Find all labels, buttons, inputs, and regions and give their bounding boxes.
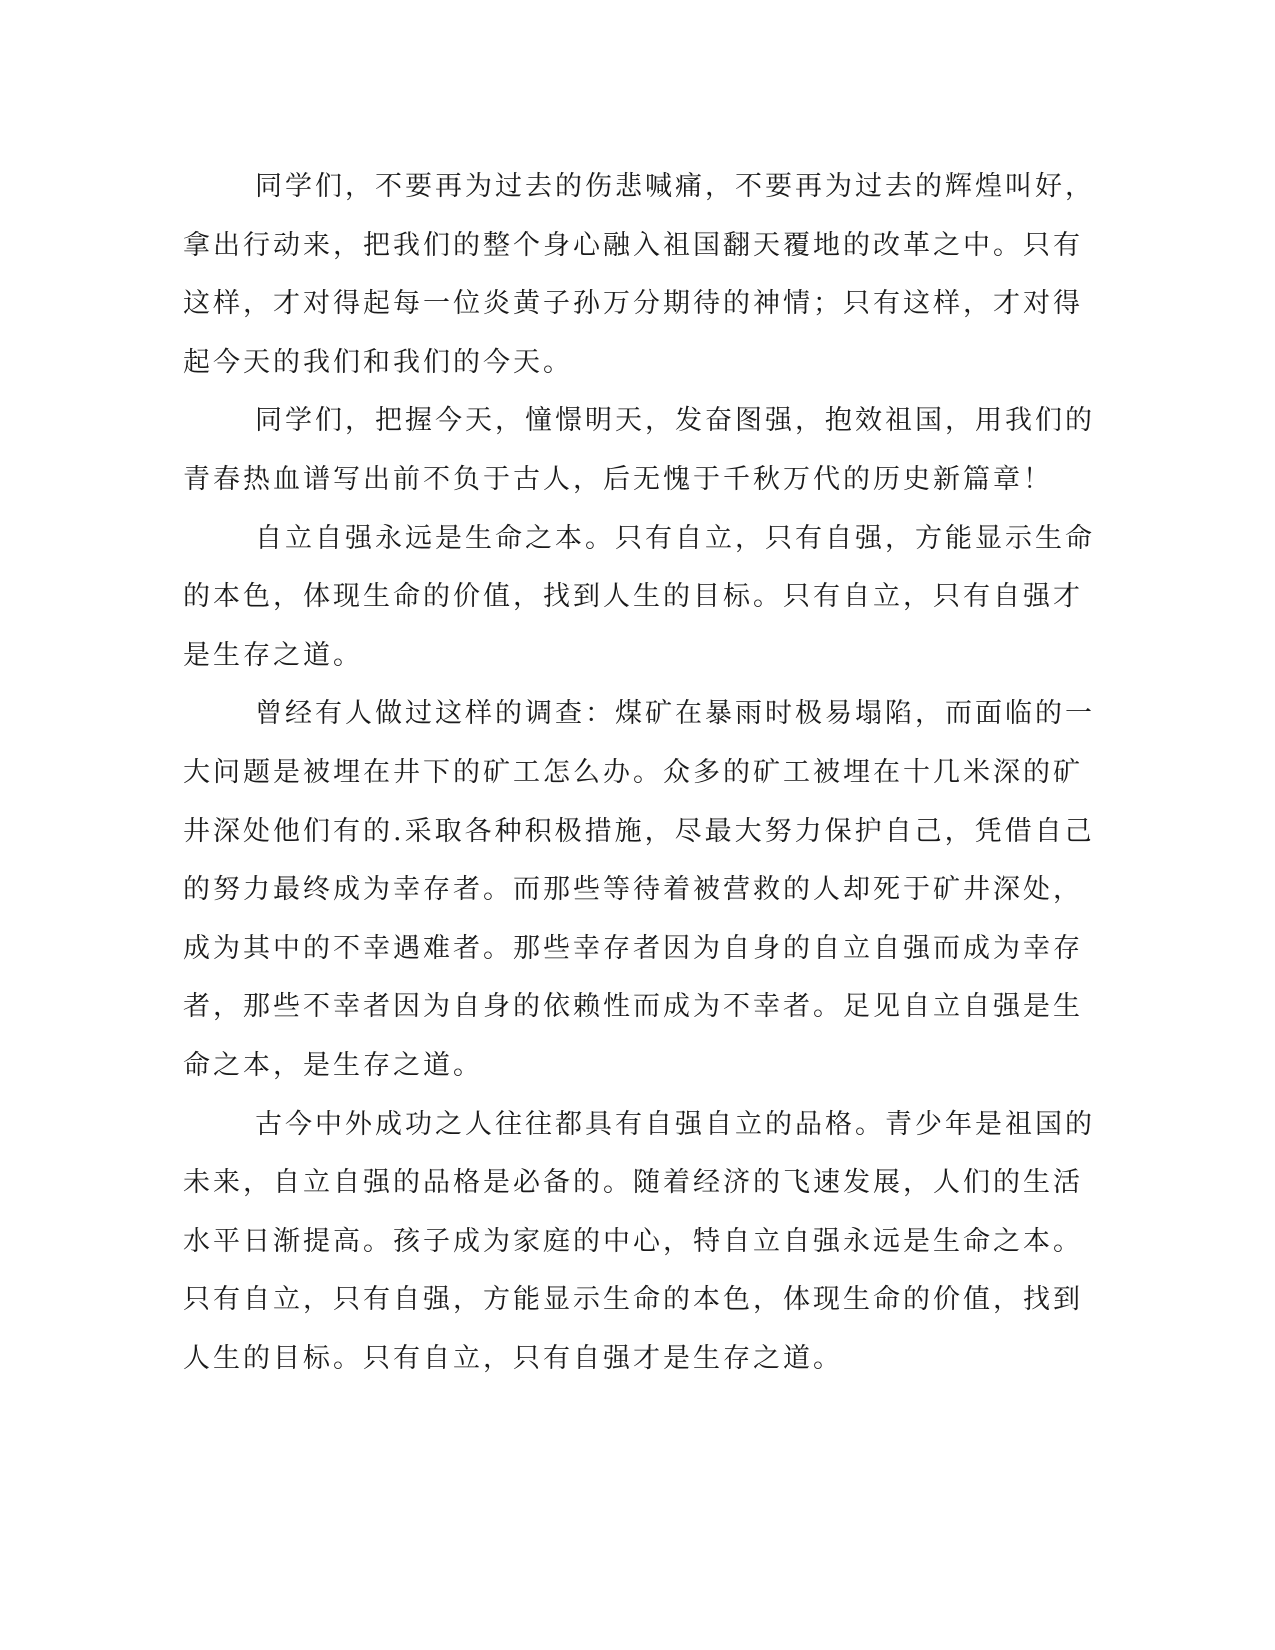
text-line: 青春热血谱写出前不负于古人，后无愧于千秋万代的历史新篇章！ (183, 463, 1053, 495)
document-body (183, 158, 1095, 1388)
text-line: 的本色，体现生命的价值，找到人生的目标。只有自立，只有自强才 (183, 581, 1083, 613)
text-line: 未来，自立自强的品格是必备的。随着经济的飞速发展，人们的生活 (183, 1167, 1083, 1199)
text-line: 者，那些不幸者因为自身的依赖性而成为不幸者。足见自立自强是生 (183, 991, 1083, 1023)
text-line: 古今中外成功之人往往都具有自强自立的品格。青少年是祖国的 (255, 1108, 1095, 1140)
text-line: 这样，才对得起每一位炎黄子孙万分期待的神情；只有这样，才对得 (183, 288, 1083, 320)
text-line: 命之本，是生存之道。 (183, 1049, 483, 1081)
text-line: 同学们，不要再为过去的伤悲喊痛，不要再为过去的辉煌叫好， (255, 171, 1095, 202)
text-line: 的努力最终成为幸存者。而那些等待着被营救的人却死于矿井深处， (183, 874, 1083, 906)
text-line: 成为其中的不幸遇难者。那些幸存者因为自身的自立自强而成为幸存 (183, 932, 1083, 964)
text-line: 水平日渐提高。孩子成为家庭的中心，特自立自强永远是生命之本。 (183, 1225, 1083, 1257)
paragraph-4 (183, 685, 1095, 1095)
text-line: 人生的目标。只有自立，只有自强才是生存之道。 (183, 1342, 843, 1374)
text-line: 只有自立，只有自强，方能显示生命的本色，体现生命的价值，找到 (183, 1284, 1083, 1316)
text-line: 曾经有人做过这样的调查：煤矿在暴雨时极易塌陷，而面临的一 (255, 698, 1095, 730)
text-line: 井深处他们有的.采取各种积极措施，尽最大努力保护自己，凭借自己 (183, 815, 1095, 847)
text-line: 大问题是被埋在井下的矿工怎么办。众多的矿工被埋在十几米深的矿 (183, 756, 1083, 788)
text-line: 是生存之道。 (183, 639, 363, 671)
paragraph-2 (183, 392, 1095, 509)
paragraph-1 (183, 158, 1095, 392)
text-line: 起今天的我们和我们的今天。 (183, 346, 573, 378)
paragraph-5 (183, 1096, 1095, 1389)
text-line: 自立自强永远是生命之本。只有自立，只有自强，方能显示生命 (255, 522, 1095, 554)
text-line: 拿出行动来，把我们的整个身心融入祖国翻天覆地的改革之中。只有 (183, 229, 1083, 261)
text-line: 同学们，把握今天，憧憬明天，发奋图强，抱效祖国，用我们的 (255, 405, 1095, 437)
paragraph-3 (183, 510, 1095, 686)
